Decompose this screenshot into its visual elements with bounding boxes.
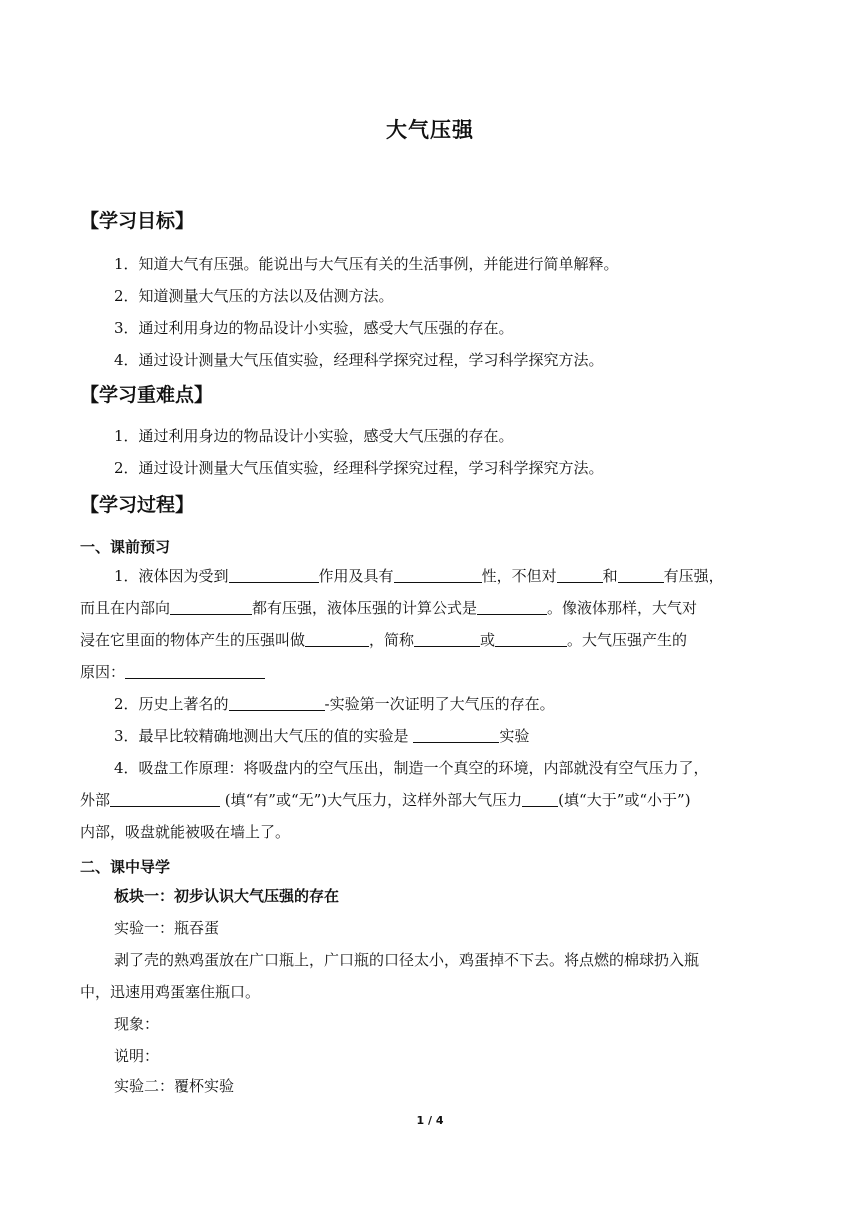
q2-text: 2．历史上著名的 [114, 695, 229, 713]
q1-text: 或 [480, 631, 496, 649]
q1-text: 原因： [80, 663, 126, 681]
q4-text: 外部 [80, 791, 111, 809]
class-heading: 二、课中导学 [80, 858, 171, 876]
fill-blank[interactable] [522, 790, 558, 807]
fill-blank[interactable] [618, 566, 664, 583]
q1-line-1 [114, 566, 724, 586]
page-title: 大气压强 [386, 118, 474, 142]
preview-heading: 一、课前预习 [80, 538, 171, 556]
q4-line-1: 4．吸盘工作原理：将吸盘内的空气压出，制造一个真空的环境，内部就没有空气压力了， [114, 759, 709, 777]
key-point-item: 1．通过利用身边的物品设计小实验，感受大气压强的存在。 [114, 427, 514, 445]
q4-text: (填“有”或“无”)大气压力，这样外部大气压力 [220, 791, 523, 809]
q1-text: 和 [602, 567, 618, 585]
q4-line-3: 内部，吸盘就能被吸在墙上了。 [80, 823, 291, 841]
fill-blank[interactable] [394, 566, 482, 583]
q1-text: 都有压强，液体压强的计算公式是 [252, 599, 478, 617]
q3-line [114, 726, 529, 746]
q1-line-2 [80, 598, 697, 618]
exp1-desc-line-2: 中，迅速用鸡蛋塞住瓶口。 [80, 983, 261, 1001]
process-heading: 【学习过程】 [80, 494, 195, 516]
q1-line-4 [80, 662, 265, 682]
fill-blank[interactable] [413, 726, 499, 743]
q2-text: -实验第一次证明了大气压的存在。 [324, 695, 555, 713]
q1-text: 性，不但对 [481, 567, 557, 585]
q1-line-3 [80, 630, 687, 650]
fill-blank[interactable] [495, 630, 567, 647]
q1-text: 1．液体因为受到 [114, 567, 229, 585]
fill-blank[interactable] [477, 598, 547, 615]
fill-blank[interactable] [305, 630, 369, 647]
exp1-desc-line-1: 剥了壳的熟鸡蛋放在广口瓶上，广口瓶的口径太小，鸡蛋掉不下去。将点燃的棉球扔入瓶 [114, 951, 700, 969]
q4-line-2 [80, 790, 691, 810]
phenomenon-label: 现象： [114, 1015, 160, 1033]
fill-blank[interactable] [110, 790, 220, 807]
goal-item: 4．通过设计测量大气压值实验，经理科学探究过程，学习科学探究方法。 [114, 351, 604, 369]
explain-label: 说明： [114, 1047, 160, 1065]
fill-blank[interactable] [170, 598, 252, 615]
q4-text: (填“大于”或“小于”) [558, 791, 691, 809]
q3-text: 实验 [499, 727, 530, 745]
q2-line [114, 694, 555, 714]
goals-heading: 【学习目标】 [80, 210, 195, 232]
goal-item: 3．通过利用身边的物品设计小实验，感受大气压强的存在。 [114, 319, 514, 337]
q1-text: 。大气压强产生的 [567, 631, 688, 649]
q1-text: 浸在它里面的物体产生的压强叫做 [80, 631, 306, 649]
page-number: 1 / 4 [416, 1114, 444, 1127]
fill-blank[interactable] [125, 662, 265, 679]
q1-text: 。像液体那样，大气对 [547, 599, 698, 617]
goal-item: 1．知道大气有压强。能说出与大气压有关的生活事例，并能进行简单解释。 [114, 255, 619, 273]
fill-blank[interactable] [229, 566, 319, 583]
exp1-title: 实验一：瓶吞蛋 [114, 919, 220, 937]
q3-text: 3．最早比较精确地测出大气压的值的实验是 [114, 727, 414, 745]
key-point-item: 2．通过设计测量大气压值实验，经理科学探究过程，学习科学探究方法。 [114, 459, 604, 477]
fill-blank[interactable] [414, 630, 480, 647]
key-points-heading: 【学习重难点】 [80, 384, 214, 406]
fill-blank[interactable] [557, 566, 603, 583]
q1-text: 而且在内部向 [80, 599, 171, 617]
fill-blank[interactable] [229, 694, 325, 711]
goal-item: 2．知道测量大气压的方法以及估测方法。 [114, 287, 394, 305]
q1-text: ，简称 [369, 631, 415, 649]
q1-text: 作用及具有 [318, 567, 394, 585]
exp2-title: 实验二：覆杯实验 [114, 1077, 235, 1095]
q1-text: 有压强， [663, 567, 724, 585]
block1-heading: 板块一：初步认识大气压强的存在 [114, 887, 340, 905]
